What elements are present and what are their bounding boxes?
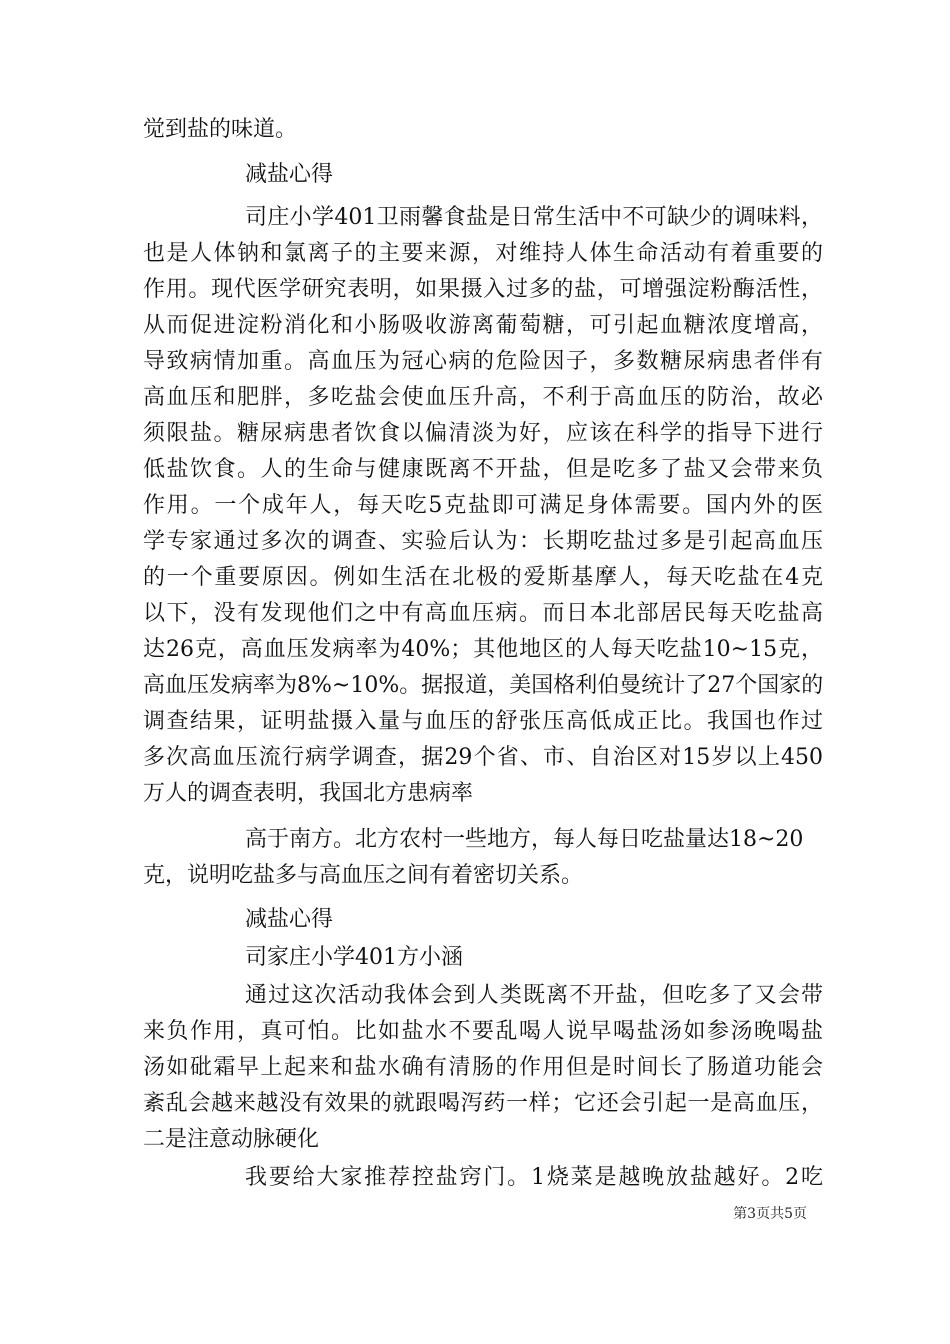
text-line: 从而促进淀粉消化和小肠吸收游离葡萄糖，可引起血糖浓度增高， — [143, 313, 823, 338]
text-line: 达26克，高血压发病率为40%；其他地区的人每天吃盐10~15克， — [143, 637, 823, 662]
section-heading: 减盐心得 — [245, 162, 334, 187]
text-line: 觉到盐的味道。 — [143, 117, 298, 142]
text-line: 汤如砒霜早上起来和盐水确有清肠的作用但是时间长了肠道功能会 — [143, 1055, 823, 1080]
text-line: 低盐饮食。人的生命与健康既离不开盐，但是吃多了盐又会带来负 — [143, 457, 823, 482]
text-line: 高血压和肥胖，多吃盐会使血压升高，不利于高血压的防治，故必 — [143, 385, 823, 410]
text-line: 以下，没有发现他们之中有高血压病。而日本北部居民每天吃盐高 — [143, 601, 823, 626]
text-line: 克，说明吃盐多与高血压之间有着密切关系。 — [143, 863, 584, 888]
text-line: 紊乱会越来越没有效果的就跟喝泻药一样；它还会引起一是高血压， — [143, 1091, 823, 1116]
page-number-footer: 第3页共5页 — [733, 1206, 807, 1222]
text-line: 的一个重要原因。例如生活在北极的爱斯基摩人，每天吃盐在4克 — [143, 565, 823, 590]
text-line: 学专家通过多次的调查、实验后认为：长期吃盐过多是引起高血压 — [143, 529, 823, 554]
text-line: 万人的调查表明，我国北方患病率 — [143, 781, 474, 806]
author-line: 司家庄小学401方小涵 — [245, 945, 463, 970]
text-line: 二是注意动脉硬化 — [143, 1127, 320, 1152]
text-line: 高血压发病率为8%~10%。据报道，美国格利伯曼统计了27个国家的 — [143, 673, 823, 698]
text-line: 导致病情加重。高血压为冠心病的危险因子，多数糖尿病患者伴有 — [143, 349, 823, 374]
section-heading: 减盐心得 — [245, 907, 334, 932]
text-line: 作用。现代医学研究表明，如果摄入过多的盐，可增强淀粉酶活性， — [143, 277, 823, 302]
text-line: 调查结果，证明盐摄入量与血压的舒张压高低成正比。我国也作过 — [143, 709, 823, 734]
paragraph-first-line: 我要给大家推荐控盐窍门。1烧菜是越晚放盐越好。2吃 — [245, 1165, 823, 1190]
text-line: 来负作用，真可怕。比如盐水不要乱喝人说早喝盐汤如参汤晚喝盐 — [143, 1019, 823, 1044]
paragraph-first-line: 通过这次活动我体会到人类既离不开盐，但吃多了又会带 — [245, 983, 823, 1008]
text-line: 作用。一个成年人，每天吃5克盐即可满足身体需要。国内外的医 — [143, 493, 823, 518]
text-line: 也是人体钠和氯离子的主要来源，对维持人体生命活动有着重要的 — [143, 241, 823, 266]
paragraph-first-line: 高于南方。北方农村一些地方，每人每日吃盐量达18~20 — [245, 827, 804, 852]
paragraph-first-line: 司庄小学401卫雨馨食盐是日常生活中不可缺少的调味料， — [245, 205, 823, 230]
text-line: 须限盐。糖尿病患者饮食以偏清淡为好，应该在科学的指导下进行 — [143, 421, 823, 446]
text-line: 多次高血压流行病学调查，据29个省、市、自治区对15岁以上450 — [143, 745, 823, 770]
